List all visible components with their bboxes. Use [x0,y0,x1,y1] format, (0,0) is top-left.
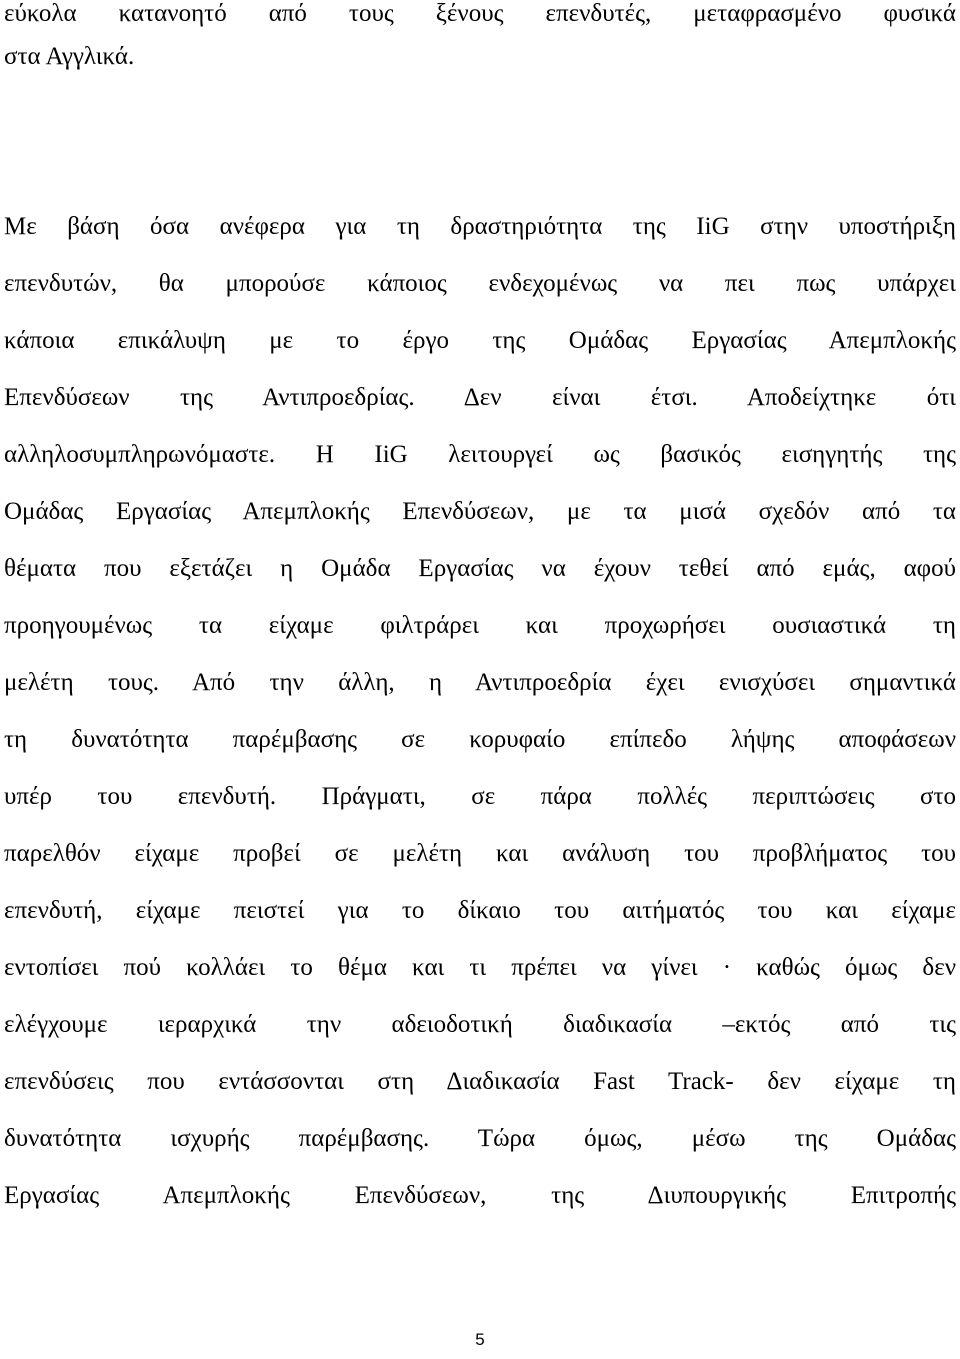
text-line: επενδύσεις που εντάσσονται στη Διαδικασία Fast Track- δεν είχαμε τη [4,1068,956,1095]
text-line: μελέτη τους. Από την άλλη, η Αντιπροεδρία έχει ενισχύσει σημαντικά [4,669,956,696]
text-line: κάποια επικάλυψη με το έργο της Ομάδας Εργασίας Απεμπλοκής [4,327,956,354]
text-line: προηγουμένως τα είχαμε φιλτράρει και προχωρήσει ουσιαστικά τη [4,612,956,639]
text-line: υπέρ του επενδυτή. Πράγματι, σε πάρα πολλές περιπτώσεις στο [4,783,956,810]
text-line: αλληλοσυμπληρωνόμαστε. Η IiG λειτουργεί ως βασικός εισηγητής της [4,441,956,468]
text-line: επενδυτή, είχαμε πειστεί για το δίκαιο του αιτήματός του και είχαμε [4,897,956,924]
text-line: τη δυνατότητα παρέμβασης σε κορυφαίο επίπεδο λήψης αποφάσεων [4,726,956,753]
page-number: 5 [475,1330,485,1349]
text-line: Ομάδας Εργασίας Απεμπλοκής Επενδύσεων, με τα μισά σχεδόν από τα [4,498,956,525]
paragraph-gap [4,85,956,198]
text-line: θέματα που εξετάζει η Ομάδα Εργασίας να έχουν τεθεί από εμάς, αφού [4,555,956,582]
text-line: Εργασίας Απεμπλοκής Επενδύσεων, της Διυπουργικής Επιτροπής [4,1182,956,1209]
text-line: επενδυτών, θα μπορούσε κάποιος ενδεχομένως να πει πως υπάρχει [4,270,956,297]
text-line: παρελθόν είχαμε προβεί σε μελέτη και ανάλυση του προβλήματος του [4,840,956,867]
text-line: ελέγχουμε ιεραρχικά την αδειοδοτική διαδικασία –εκτός από τις [4,1011,956,1038]
text-line: δυνατότητα ισχυρής παρέμβασης. Τώρα όμως, μέσω της Ομάδας [4,1125,956,1152]
document-page [4,0,956,1224]
text-line: στα Αγγλικά. [4,43,135,70]
text-line: εντοπίσει πού κολλάει το θέμα και τι πρέπει να γίνει · καθώς όμως δεν [4,954,956,981]
text-line: Επενδύσεων της Αντιπροεδρίας. Δεν είναι έτσι. Αποδείχτηκε ότι [4,384,956,411]
text-line: Με βάση όσα ανέφερα για τη δραστηριότητα της IiG στην υποστήριξη [4,213,956,240]
text-line: εύκολα κατανοητό από τους ξένους επενδυτές, μεταφρασμένο φυσικά [4,0,956,27]
